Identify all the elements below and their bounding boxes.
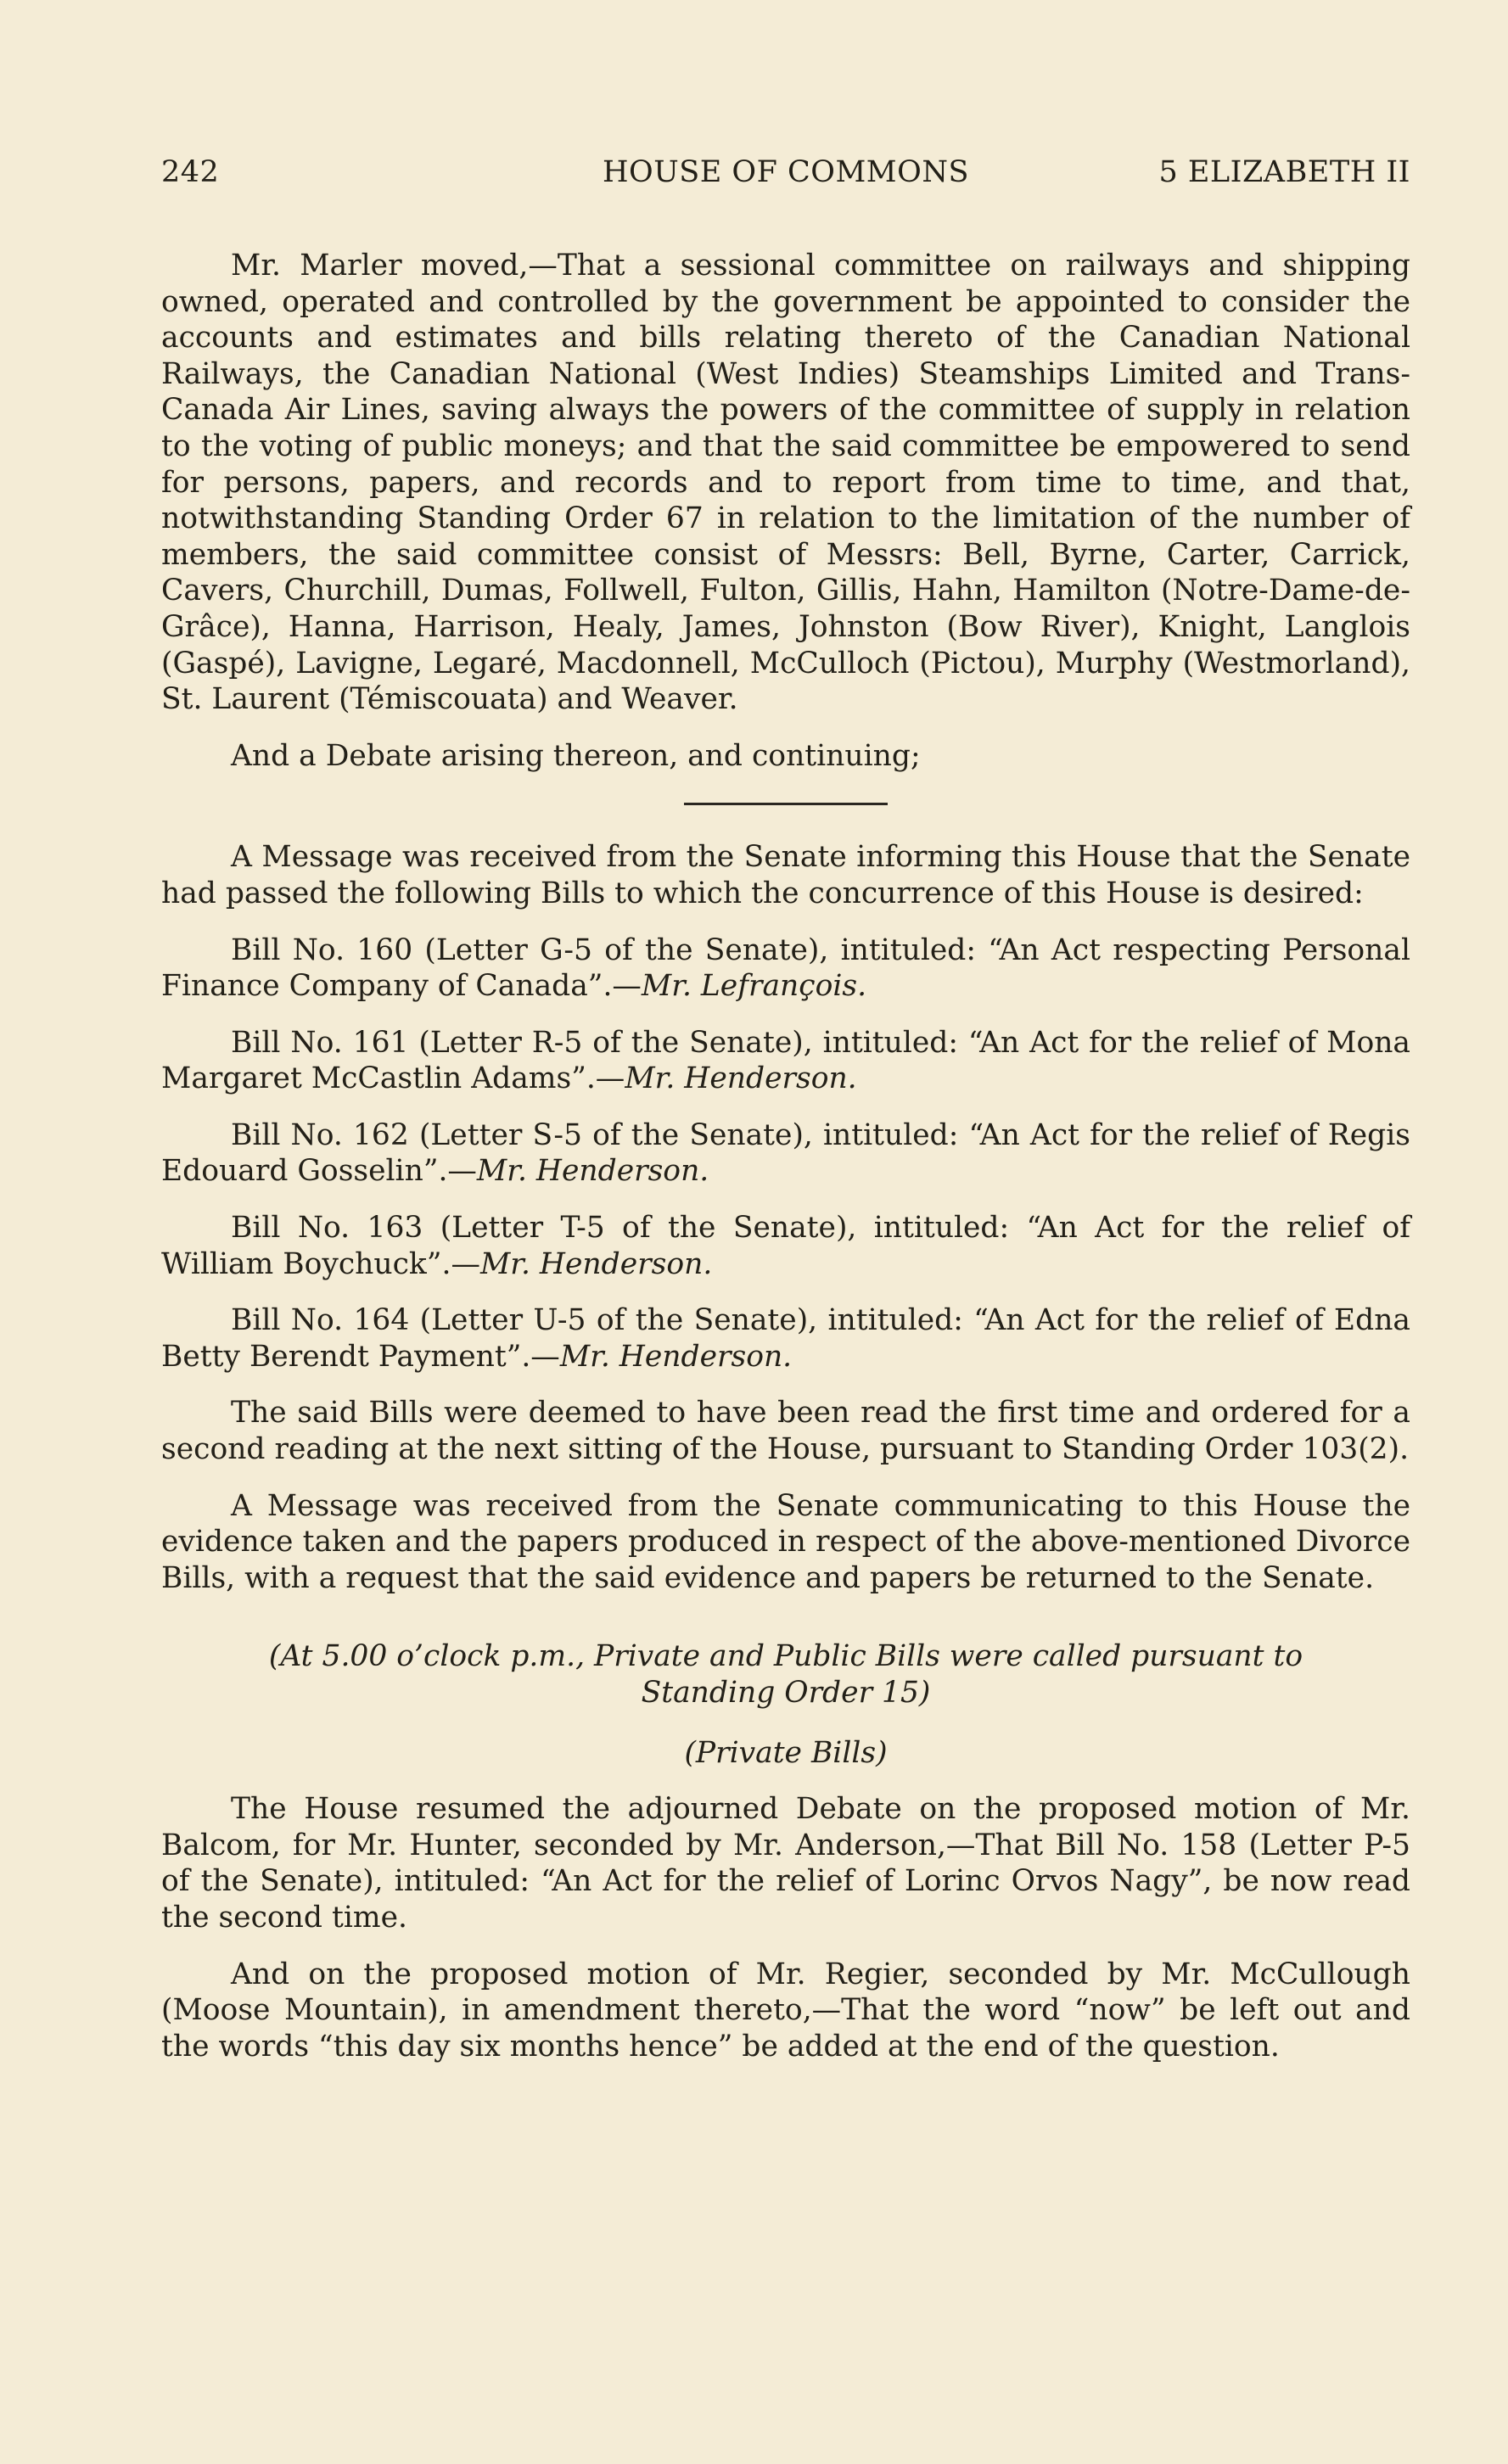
bill-sponsor: Mr. Henderson. <box>625 1061 857 1096</box>
journal-body <box>161 248 1410 2085</box>
evidence-paragraph: A Message was received from the Senate communicating to this House the evidence taken and the papers produced in respect of the above-mentioned Divorce Bills, with a request that the said evidence and papers be returned to the Senate. <box>161 1488 1410 1595</box>
debate-paragraph: And a Debate arising thereon, and continuing; <box>231 738 921 773</box>
bill-text: Bill No. 162 (Letter S-5 of the Senate), intituled: “An Act for the relief of Regis Edouard Gosselin”.— <box>161 1117 1410 1189</box>
bill-text: Bill No. 160 (Letter G-5 of the Senate), intituled: “An Act respecting Personal Finance Company of Canada”.— <box>161 932 1410 1004</box>
bill-text: Bill No. 164 (Letter U-5 of the Senate), intituled: “An Act for the relief of Edna Betty Berendt Payment”.— <box>161 1303 1410 1374</box>
page-number: 242 <box>161 155 220 189</box>
bill-sponsor: Mr. Henderson. <box>476 1154 709 1189</box>
bill-text: Bill No. 161 (Letter R-5 of the Senate), intituled: “An Act for the relief of Mona Margaret McCastlin Adams”.— <box>161 1025 1410 1096</box>
first-reading-paragraph: The said Bills were deemed to have been read the first time and ordered for a second reading at the next sitting of the House, pursuant to Standing Order 103(2). <box>161 1396 1410 1467</box>
bill-sponsor: Mr. Henderson. <box>479 1246 713 1281</box>
bill-item <box>161 1302 1410 1375</box>
amendment-paragraph: And on the proposed motion of Mr. Regier, seconded by Mr. McCullough (Moose Mountain), in amendment thereto,—That the word “now” be left out and the words “this day six months hence” be added at the end of the question. <box>161 1957 1410 2064</box>
private-bills-heading: (Private Bills) <box>684 1735 888 1770</box>
bill-item <box>161 1117 1410 1190</box>
section-divider <box>684 803 888 805</box>
running-head <box>161 155 1410 198</box>
bill-sponsor: Mr. Lefrançois. <box>641 969 867 1004</box>
motion-paragraph: Mr. Marler moved,—That a sessional committee on railways and shipping owned, operated and controlled by the government be appointed to consider the accounts and estimates and bills relating thereto of the Canadian National Railways, the Canadian National (West Indies) Steamships Limited and Trans-Canada Air Lines, saving always the powers of the committee of supply in relation to the voting of public moneys; and that the said committee be empowered to send for persons, papers, and records and to report from time to time, and that, notwithstanding Standing Order 67 in relation to the limitation of the number of members, the said committee consist of Messrs: Bell, Byrne, Carter, Carrick, Cavers, Churchill, Dumas, Follwell, Fulton, Gillis, Hahn, Hamilton (Notre-Dame-de-Grâce), Hanna, Harrison, Healy, James, Johnston (Bow River), Knight, Langlois (Gaspé), Lavigne, Legaré, Macdonnell, McCulloch (Pictou), Murphy (Westmorland), St. Laurent (Témiscouata) and Weaver. <box>161 249 1410 717</box>
time-note: (At 5.00 o’clock p.m., Private and Public Bills were called pursuant to Standing Order 15) <box>268 1639 1303 1710</box>
bill-item <box>161 1210 1410 1282</box>
bill-sponsor: Mr. Henderson. <box>559 1339 793 1374</box>
bill-text: Bill No. 163 (Letter T-5 of the Senate), intituled: “An Act for the relief of William Boychuck”.— <box>161 1211 1410 1281</box>
session-label: 5 ELIZABETH II <box>1158 155 1410 189</box>
senate-message-paragraph: A Message was received from the Senate informing this House that the Senate had passed the following Bills to which the concurrence of this House is desired: <box>161 840 1410 910</box>
bill-item <box>161 932 1410 1005</box>
bill-item <box>161 1025 1410 1097</box>
adjourned-debate-paragraph: The House resumed the adjourned Debate on the proposed motion of Mr. Balcom, for Mr. Hunter, seconded by Mr. Anderson,—That Bill No. 158 (Letter P-5 of the Senate), intituled: “An Act for the relief of Lorinc Orvos Nagy”, be now read the second time. <box>161 1792 1410 1935</box>
page-title: HOUSE OF COMMONS <box>603 155 969 189</box>
